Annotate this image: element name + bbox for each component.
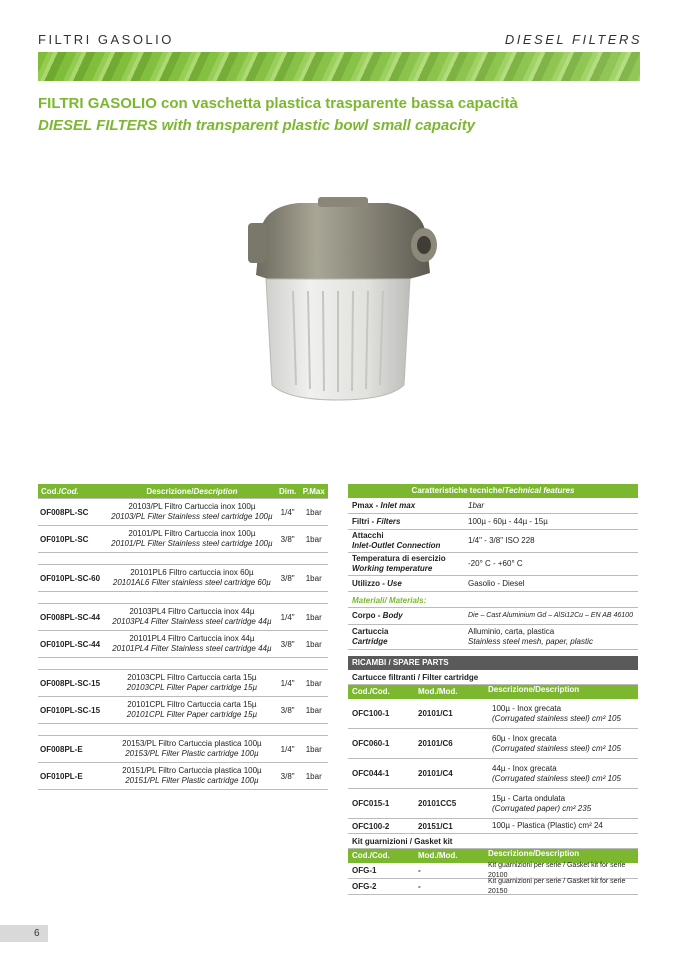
cartridges-heading: Cartucce filtranti / Filter cartridge — [348, 670, 638, 685]
col-mod: Mod./Mod. — [418, 687, 458, 696]
tech-row — [348, 498, 638, 514]
product-table-body — [38, 499, 328, 790]
cartridge-model: 20101/C1 — [418, 709, 453, 718]
product-row — [38, 565, 328, 592]
material-value-it: Die – Cast Aluminium Gd – AlSi12Cu – EN AB 46100 — [468, 612, 633, 619]
cartridge-desc-line1: 60µ - Inox grecata — [492, 733, 557, 743]
cartridge-row — [348, 819, 638, 834]
cartridge-row — [348, 729, 638, 759]
tech-key-en: Inlet max — [380, 500, 416, 510]
tech-value: Gasolio - Diesel — [468, 578, 525, 588]
cartridge-code: OFC015-1 — [352, 799, 390, 808]
product-description — [108, 604, 276, 631]
tech-row — [348, 576, 638, 592]
tech-key-it: Attacchi — [352, 531, 384, 540]
product-dim: 3/8" — [276, 763, 300, 790]
product-row — [38, 697, 328, 724]
cartridge-description — [484, 704, 638, 724]
description-it: 20103PL4 Filtro Cartuccia inox 44µ — [129, 607, 255, 616]
gasket-row — [348, 879, 638, 895]
product-pmax: 1bar — [299, 697, 328, 724]
product-dim: 3/8" — [276, 526, 300, 553]
product-pmax: 1bar — [299, 565, 328, 592]
product-description — [108, 565, 276, 592]
description-en: 20101CPL Filter Paper cartridge 15µ — [126, 710, 258, 719]
tech-value: 1/4" - 3/8" ISO 228 — [468, 536, 535, 545]
product-code: OF008PL-SC-44 — [38, 604, 108, 631]
materials-heading: Materiali/ Materials: — [348, 592, 638, 608]
cartridges-header — [348, 685, 638, 699]
product-pmax: 1bar — [299, 499, 328, 526]
description-en: 20151/PL Filter Plastic cartridge 100µ — [125, 776, 259, 785]
cartridge-description — [484, 821, 638, 831]
cartridge-code: OFC100-2 — [352, 821, 390, 831]
spacer-cell — [38, 592, 328, 604]
tech-row — [348, 530, 638, 553]
tech-header-it: Caratteristiche tecniche/ — [411, 486, 505, 495]
tech-key-en: Use — [387, 578, 402, 588]
description-it: 20101PL4 Filtro Cartuccia inox 44µ — [129, 634, 255, 643]
cartridge-description — [484, 734, 638, 754]
description-en: 20101AL6 Filter stainless steel cartridge 60µ — [112, 578, 271, 587]
material-key-en: Body — [382, 611, 403, 620]
col-desc: Descrizione/Description — [488, 685, 580, 694]
cartridge-desc-line1: 100µ - Plastica (Plastic) cm² 24 — [492, 821, 603, 830]
gasket-model: - — [418, 882, 421, 891]
product-row — [38, 631, 328, 658]
product-code: OF008PL-SC — [38, 499, 108, 526]
col-cod: Cod./Cod. — [352, 687, 390, 696]
product-dim: 3/8" — [276, 697, 300, 724]
col-desc — [108, 484, 276, 499]
material-key — [348, 627, 468, 647]
product-description — [108, 763, 276, 790]
tech-rows — [348, 498, 638, 592]
page-title: FILTRI GASOLIO con vaschetta plastica trasparente bassa capacità — [38, 95, 518, 112]
product-row — [38, 736, 328, 763]
gasket-code: OFG-2 — [352, 882, 377, 891]
tech-key-en: Filters — [376, 516, 401, 526]
tech-key — [348, 501, 468, 511]
material-value-en: Stainless steel mesh, paper, plastic — [468, 637, 593, 646]
tech-value: 100µ - 60µ - 44µ - 15µ — [468, 516, 548, 526]
gasket-model: - — [418, 866, 421, 875]
section-title: FILTRI GASOLIO — [38, 32, 174, 47]
spacer-cell — [38, 658, 328, 670]
tech-value: -20° C - +60° C — [468, 559, 523, 568]
material-key-it: Cartuccia — [352, 627, 389, 636]
gasket-description: Kit guarnizioni per serie / Gasket kit for serie 20100 — [488, 861, 626, 879]
col-code — [38, 484, 108, 499]
gasket-rows — [348, 863, 638, 895]
group-spacer — [38, 724, 328, 736]
description-it: 20151/PL Filtro Cartuccia plastica 100µ — [122, 766, 262, 775]
product-code: OF008PL-SC-15 — [38, 670, 108, 697]
product-row — [38, 670, 328, 697]
col-pmax: P.Max — [299, 484, 328, 499]
tech-key — [348, 579, 468, 589]
product-code: OF010PL-SC-60 — [38, 565, 108, 592]
tech-key-it: Utilizzo - — [352, 578, 388, 588]
product-description — [108, 697, 276, 724]
material-value — [468, 611, 638, 621]
product-row — [38, 604, 328, 631]
material-row — [348, 608, 638, 625]
cartridges-rows — [348, 699, 638, 834]
description-en: 20103PL4 Filter Stainless steel cartridge 44µ — [112, 617, 272, 626]
description-it: 20153/PL Filtro Cartuccia plastica 100µ — [122, 739, 262, 748]
col-desc: Descrizione/Description — [488, 849, 580, 858]
cartridge-desc-line2: (Corrugated paper) cm² 235 — [492, 803, 592, 813]
product-row — [38, 526, 328, 553]
material-row — [348, 625, 638, 650]
cartridge-description — [484, 764, 638, 784]
product-description — [108, 526, 276, 553]
col-mod: Mod./Mod. — [418, 851, 458, 860]
col-dim: Dim. — [276, 484, 300, 499]
col-code-it: Cod./ — [41, 486, 61, 496]
material-value-it: Alluminio, carta, plastica — [468, 627, 555, 636]
col-desc-it: Descrizione/ — [146, 486, 194, 496]
product-pmax: 1bar — [299, 763, 328, 790]
material-value — [468, 627, 638, 647]
product-description — [108, 631, 276, 658]
material-key-it: Corpo - — [352, 611, 383, 620]
gasket-description: Kit guarnizioni per serie / Gasket kit for serie 20150 — [488, 877, 626, 895]
cartridge-desc-line1: 15µ - Carta ondulata — [492, 793, 566, 803]
gasket-code: OFG-1 — [352, 866, 377, 875]
product-dim: 1/4" — [276, 604, 300, 631]
product-description — [108, 499, 276, 526]
group-spacer — [38, 553, 328, 565]
cartridge-model: 20151/C1 — [418, 821, 453, 831]
group-spacer — [38, 592, 328, 604]
description-en: 20153/PL Filter Plastic cartridge 100µ — [125, 749, 259, 758]
description-en: 20103CPL Filter Paper cartridge 15µ — [126, 683, 258, 692]
product-code: OF010PL-E — [38, 763, 108, 790]
cartridge-desc-line1: 100µ - Inox grecata — [492, 703, 562, 713]
stripe-overlay — [38, 52, 640, 81]
product-code: OF008PL-E — [38, 736, 108, 763]
cartridge-row — [348, 759, 638, 789]
product-dim: 1/4" — [276, 499, 300, 526]
material-key — [348, 611, 468, 621]
description-en: 20103/PL Filter Stainless steel cartridge 100µ — [111, 512, 273, 521]
tech-key — [348, 517, 468, 527]
description-it: 20103CPL Filtro Cartuccia carta 15µ — [127, 673, 257, 682]
cartridge-row — [348, 789, 638, 819]
product-dim: 1/4" — [276, 670, 300, 697]
product-row — [38, 499, 328, 526]
cartridge-desc-line2: (Corrugated stainless steel) cm² 105 — [492, 743, 621, 753]
tech-key — [348, 554, 468, 574]
description-en: 20101/PL Filter Stainless steel cartridge 100µ — [111, 539, 273, 548]
tech-key-en: Working temperature — [352, 564, 433, 573]
gasket-heading: Kit guarnizioni / Gasket kit — [348, 834, 638, 849]
description-en: 20101PL4 Filter Stainless steel cartridge 44µ — [112, 644, 272, 653]
product-pmax: 1bar — [299, 526, 328, 553]
spare-parts-heading: RICAMBI / SPARE PARTS — [348, 656, 638, 670]
tech-key — [348, 531, 468, 551]
cartridge-model: 20101/C4 — [418, 769, 453, 778]
product-description — [108, 670, 276, 697]
product-dim: 3/8" — [276, 631, 300, 658]
product-dim: 3/8" — [276, 565, 300, 592]
product-dim: 1/4" — [276, 736, 300, 763]
spacer-cell — [38, 724, 328, 736]
product-table — [38, 484, 328, 790]
cartridge-model: 20101CC5 — [418, 799, 457, 808]
tech-value: 1bar — [468, 500, 485, 510]
diesel-filter-image — [238, 195, 438, 415]
col-desc-en: Description — [193, 486, 238, 496]
materials-rows — [348, 608, 638, 650]
col-cod: Cod./Cod. — [352, 851, 390, 860]
product-code: OF010PL-SC-44 — [38, 631, 108, 658]
tech-panel — [348, 484, 638, 895]
description-it: 20103/PL Filtro Cartuccia inox 100µ — [128, 502, 256, 511]
tech-header-en: Technical features — [504, 486, 575, 495]
col-code-en: Cod. — [61, 486, 79, 496]
tech-header — [348, 484, 638, 498]
cartridge-code: OFC060-1 — [352, 739, 390, 748]
page-subtitle: DIESEL FILTERS with transparent plastic bowl small capacity — [38, 117, 476, 134]
tech-row — [348, 553, 638, 576]
cartridge-code: OFC044-1 — [352, 769, 390, 778]
page-number: 6 — [0, 925, 48, 942]
group-spacer — [38, 658, 328, 670]
product-description — [108, 736, 276, 763]
product-pmax: 1bar — [299, 670, 328, 697]
tech-key-en: Inlet-Outlet Connection — [352, 541, 441, 550]
product-code: OF010PL-SC-15 — [38, 697, 108, 724]
cartridge-code: OFC100-1 — [352, 709, 390, 718]
description-it: 20101/PL Filtro Cartuccia inox 100µ — [128, 529, 256, 538]
cartridge-desc-line1: 44µ - Inox grecata — [492, 763, 557, 773]
tech-key-it: Pmax - — [352, 500, 381, 510]
product-pmax: 1bar — [299, 631, 328, 658]
cartridge-desc-line2: (Corrugated stainless steel) cm² 105 — [492, 773, 621, 783]
product-pmax: 1bar — [299, 604, 328, 631]
tech-row — [348, 514, 638, 530]
cartridge-desc-line2: (Corrugated stainless steel) cm² 105 — [492, 713, 621, 723]
tech-key-it: Filtri - — [352, 516, 377, 526]
tech-key-it: Temperatura di esercizio — [352, 554, 446, 563]
section-title-en: DIESEL FILTERS — [504, 32, 642, 47]
material-key-en: Cartridge — [352, 637, 388, 646]
cartridge-description — [484, 794, 638, 814]
description-it: 20101PL6 Filtro cartuccia inox 60µ — [130, 568, 254, 577]
product-pmax: 1bar — [299, 736, 328, 763]
description-it: 20101CPL Filtro Cartuccia carta 15µ — [127, 700, 257, 709]
product-code: OF010PL-SC — [38, 526, 108, 553]
cartridge-model: 20101/C6 — [418, 739, 453, 748]
product-row — [38, 763, 328, 790]
spacer-cell — [38, 553, 328, 565]
cartridge-row — [348, 699, 638, 729]
